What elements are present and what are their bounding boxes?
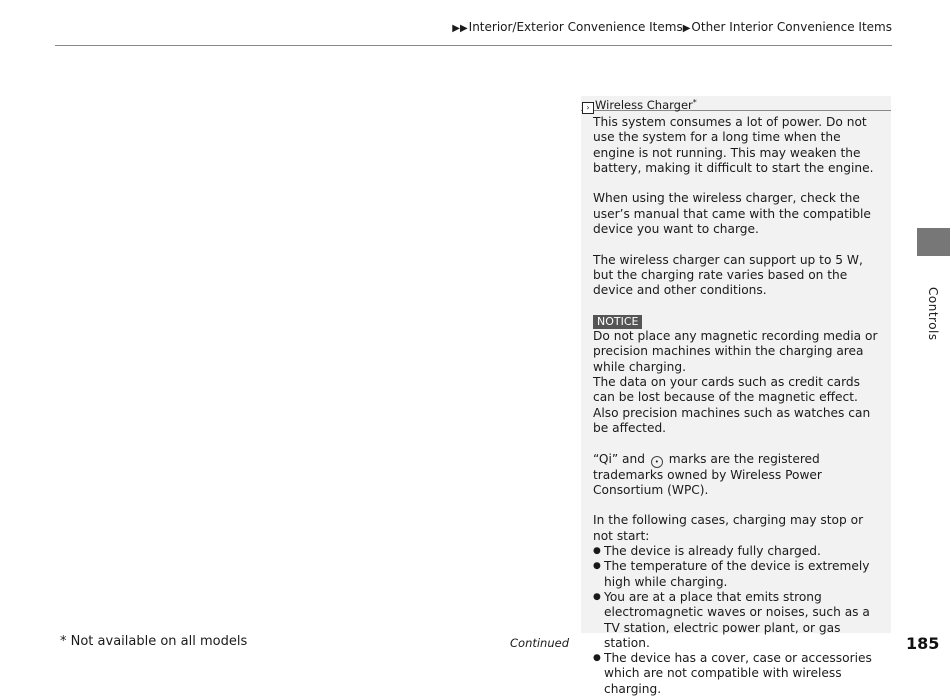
charge-rate-paragraph: The wireless charger can support up to 5 W, but the charging rate varies based on the device and other conditions. <box>593 252 863 298</box>
trademark-text-after: marks are the registered trademarks owned by Wireless Power Consortium (WPC). <box>593 451 822 497</box>
sidebar-title <box>581 95 891 111</box>
breadcrumb-page[interactable]: Other Interior Convenience Items <box>691 20 892 34</box>
list-item: ● The device is already fully charged. <box>593 544 885 559</box>
notice-text-1: Do not place any magnetic recording media or precision machines within the charging area while charging. <box>593 329 878 374</box>
breadcrumb-section[interactable]: Interior/Exterior Convenience Items <box>468 20 683 34</box>
reference-icon: › <box>582 102 594 114</box>
double-arrow-icon: ▶▶ <box>452 23 468 34</box>
notice-block <box>593 314 885 436</box>
page-number: 185 <box>906 634 940 653</box>
power-warning-paragraph: This system consumes a lot of power. Do not use the system for a long time when the engine is not running. This may weaken the battery, making it difficult to start the engine. <box>593 115 874 175</box>
arrow-icon: ▶ <box>682 23 691 34</box>
list-item: ● You are at a place that emits strong electromagnetic waves or noises, such as a TV station, electric power plant, or gas station. <box>593 590 885 651</box>
manual-paragraph: When using the wireless charger, check the user’s manual that came with the compatible device you want to charge. <box>593 191 871 237</box>
notice-text-2: The data on your cards such as credit cards can be lost because of the magnetic effect. Also precision machines such as watches can be affected. <box>593 375 871 435</box>
trademark-paragraph <box>593 452 885 499</box>
chapter-tab-label: Controls <box>926 287 940 341</box>
continued-label: Continued <box>510 636 570 650</box>
trademark-text-before: “Qi” and <box>593 451 645 466</box>
notice-badge: NOTICE <box>593 315 642 329</box>
breadcrumb <box>452 19 892 37</box>
list-item: ● The device has a cover, case or accessories which are not compatible with wireless charging. <box>593 651 885 697</box>
sidebar-title-text: Wireless Charger <box>595 98 693 112</box>
availability-mark: * <box>692 98 697 107</box>
chapter-tab[interactable] <box>917 228 950 256</box>
header-divider <box>55 45 892 46</box>
cases-intro: In the following cases, charging may stop or not start: <box>593 513 864 543</box>
sidebar-body <box>593 115 885 697</box>
footnote: * Not available on all models <box>60 634 248 649</box>
cases-list <box>593 544 885 697</box>
list-item: ● The temperature of the device is extremely high while charging. <box>593 559 885 590</box>
qi-logo-icon: • <box>651 456 663 468</box>
